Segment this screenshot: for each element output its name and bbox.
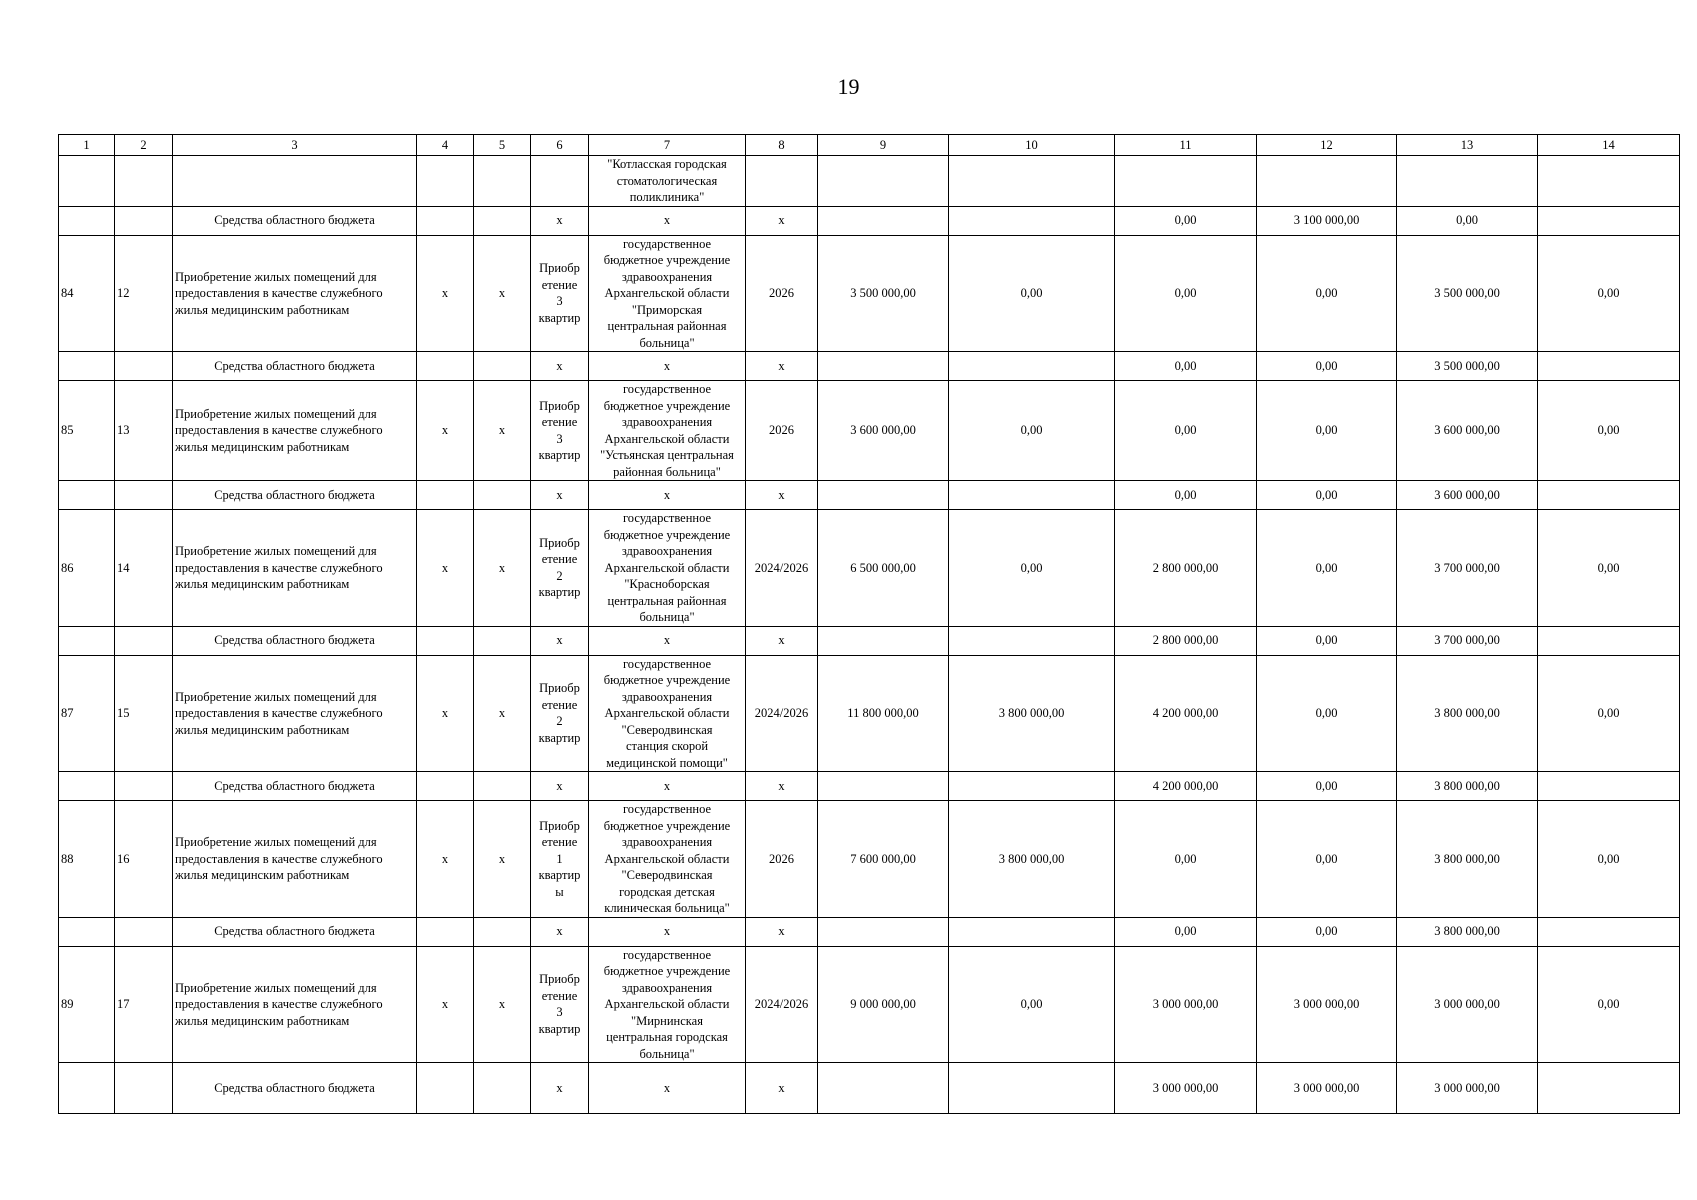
result-line: етение [541, 552, 578, 567]
institution-cell [589, 235, 746, 352]
institution-line: государственное [622, 947, 712, 962]
result-cell [531, 510, 589, 627]
cell-col12: 0,00 [1257, 626, 1397, 655]
cell-col7: х [589, 1063, 746, 1114]
cell-col8: х [746, 772, 818, 801]
cell-col9: 6 500 000,00 [818, 510, 949, 627]
institution-line: "Северодвинская [621, 868, 713, 882]
funding-source-label: Средства областного бюджета [173, 917, 417, 946]
institution-line: центральная районная [607, 593, 727, 608]
cell-col8: х [746, 206, 818, 235]
column-number: 8 [746, 135, 818, 156]
table-row [59, 381, 1680, 481]
cell-col4: х [417, 801, 474, 918]
institution-line: Архангельской области [604, 560, 730, 575]
result-line: 1 [556, 851, 563, 866]
institution-line: Архангельской области [604, 997, 730, 1011]
cell-col6: х [531, 206, 589, 235]
institution-line: клиническая больница" [604, 901, 730, 915]
column-number: 2 [115, 135, 173, 156]
institution-line: бюджетное учреждение [603, 398, 731, 413]
institution-line: государственное [622, 236, 712, 251]
cell-col13: 3 800 000,00 [1397, 801, 1538, 918]
row-number: 84 [59, 235, 115, 352]
result-line: квартир [538, 1021, 581, 1036]
column-number: 13 [1397, 135, 1538, 156]
cell-col10: 0,00 [949, 235, 1115, 352]
table-row [59, 235, 1680, 352]
funding-source-label: Средства областного бюджета [173, 481, 417, 510]
cell-col14: 0,00 [1538, 235, 1680, 352]
result-line: етение [541, 277, 578, 292]
cell-col13: 3 500 000,00 [1397, 235, 1538, 352]
cell-col4: х [417, 235, 474, 352]
institution-line: государственное [622, 382, 712, 396]
cell-col13: 3 500 000,00 [1397, 352, 1538, 381]
column-number: 14 [1538, 135, 1680, 156]
column-number: 6 [531, 135, 589, 156]
cell-col13: 3 600 000,00 [1397, 381, 1538, 481]
funding-source-label: Средства областного бюджета [173, 1063, 417, 1114]
cell-col10: 0,00 [949, 510, 1115, 627]
institution-line: бюджетное учреждение [603, 964, 731, 978]
column-number: 4 [417, 135, 474, 156]
cell-col13: 3 700 000,00 [1397, 510, 1538, 627]
cell-col12: 0,00 [1257, 510, 1397, 627]
institution-line: бюджетное учреждение [603, 818, 731, 833]
cell-col4: х [417, 381, 474, 481]
cell-col8: 2024/2026 [746, 655, 818, 772]
cell-col6: х [531, 772, 589, 801]
institution-line: здравоохранения [621, 980, 713, 995]
item-name: Приобретение жилых помещений для предоставления в качестве служебного жилья медицинским работникам [173, 801, 417, 918]
table-row [59, 655, 1680, 772]
cell-col11: 3 000 000,00 [1115, 1063, 1257, 1114]
result-line: Приобр [539, 972, 580, 987]
institution-cell [589, 510, 746, 627]
funding-source-label: Средства областного бюджета [173, 772, 417, 801]
row-number: 85 [59, 381, 115, 481]
cell-col11: 4 200 000,00 [1115, 655, 1257, 772]
institution-line: станция скорой [625, 739, 709, 753]
row-number: 88 [59, 801, 115, 918]
table-row [59, 946, 1680, 1063]
cell-col5: х [474, 381, 531, 481]
item-number: 16 [115, 801, 173, 918]
cell-col10: 0,00 [949, 946, 1115, 1063]
cell-col9: 11 800 000,00 [818, 655, 949, 772]
cell-col13: 3 800 000,00 [1397, 772, 1538, 801]
cell-col8: 2026 [746, 801, 818, 918]
institution-line: больница" [639, 335, 695, 350]
funding-source-row [59, 206, 1680, 235]
result-cell [531, 655, 589, 772]
institution-line: государственное [622, 511, 712, 525]
institution-line: больница" [639, 1046, 695, 1061]
cell-col12: 0,00 [1257, 801, 1397, 918]
cell-col6: х [531, 352, 589, 381]
funding-source-label: Средства областного бюджета [173, 626, 417, 655]
cell-col11: 0,00 [1115, 801, 1257, 918]
result-cell [531, 381, 589, 481]
item-number: 12 [115, 235, 173, 352]
institution-line: здравоохранения [621, 544, 713, 558]
institution-line: бюджетное учреждение [603, 673, 731, 687]
cell-col12: 0,00 [1257, 655, 1397, 772]
cell-col10: 3 800 000,00 [949, 801, 1115, 918]
institution-line: здравоохранения [621, 269, 713, 284]
cell-col4: х [417, 655, 474, 772]
cell-col8: 2026 [746, 235, 818, 352]
cell-col11: 0,00 [1115, 381, 1257, 481]
column-number: 1 [59, 135, 115, 156]
institution-line: стоматологическая [616, 173, 718, 188]
item-number: 17 [115, 946, 173, 1063]
cell-col12: 3 000 000,00 [1257, 946, 1397, 1063]
cell-col12: 3 100 000,00 [1257, 206, 1397, 235]
cell-col5: х [474, 510, 531, 627]
table-row [59, 510, 1680, 627]
funding-source-row [59, 626, 1680, 655]
institution-line: "Северодвинская [621, 722, 713, 737]
result-line: квартир [538, 730, 581, 745]
cell-col6: х [531, 626, 589, 655]
cell-col7: х [589, 352, 746, 381]
result-line: квартир [538, 310, 581, 325]
funding-source-label: Средства областного бюджета [173, 206, 417, 235]
cell-col7: х [589, 772, 746, 801]
column-number: 3 [173, 135, 417, 156]
cell-col11: 2 800 000,00 [1115, 626, 1257, 655]
institution-line: "Красноборская [624, 577, 710, 591]
cell-col11: 0,00 [1115, 917, 1257, 946]
funding-source-row [59, 772, 1680, 801]
result-line: 2 [556, 568, 563, 583]
institution-cell [589, 946, 746, 1063]
result-line: 3 [556, 1005, 563, 1020]
column-number-row [59, 135, 1680, 156]
cell-col9: 3 600 000,00 [818, 381, 949, 481]
cell-col12: 0,00 [1257, 381, 1397, 481]
cell-col11: 2 800 000,00 [1115, 510, 1257, 627]
cell-col12: 0,00 [1257, 235, 1397, 352]
item-name: Приобретение жилых помещений для предоставления в качестве служебного жилья медицинским работникам [173, 510, 417, 627]
cell-col14: 0,00 [1538, 510, 1680, 627]
cell-col12: 0,00 [1257, 772, 1397, 801]
cell-col7: х [589, 917, 746, 946]
funding-source-row [59, 352, 1680, 381]
cell-col9: 3 500 000,00 [818, 235, 949, 352]
institution-line: государственное [622, 656, 712, 671]
cell-col4: х [417, 510, 474, 627]
institution-cell [589, 156, 746, 207]
result-line: етение [541, 835, 578, 849]
item-name: Приобретение жилых помещений для предоставления в качестве служебного жилья медицинским работникам [173, 946, 417, 1063]
cell-col8: х [746, 352, 818, 381]
institution-line: Архангельской области [604, 431, 730, 446]
funding-source-row [59, 917, 1680, 946]
institution-line: государственное [622, 802, 712, 816]
cell-col6: х [531, 1063, 589, 1114]
cell-col12: 0,00 [1257, 352, 1397, 381]
item-name: Приобретение жилых помещений для предоставления в качестве служебного жилья медицинским работникам [173, 381, 417, 481]
result-line: Приобр [539, 261, 580, 276]
cell-col14: 0,00 [1538, 655, 1680, 772]
institution-line: больница" [639, 610, 695, 624]
funding-source-row [59, 481, 1680, 510]
cell-col11: 0,00 [1115, 352, 1257, 381]
institution-line: здравоохранения [621, 835, 713, 849]
cell-col8: х [746, 917, 818, 946]
row-number: 87 [59, 655, 115, 772]
row-number: 89 [59, 946, 115, 1063]
cell-col13: 0,00 [1397, 206, 1538, 235]
cell-col12: 0,00 [1257, 917, 1397, 946]
cell-col6: х [531, 917, 589, 946]
cell-col12: 3 000 000,00 [1257, 1063, 1397, 1114]
result-line: 3 [556, 294, 563, 309]
cell-col13: 3 600 000,00 [1397, 481, 1538, 510]
result-line: Приобр [539, 818, 580, 833]
cell-col5: х [474, 946, 531, 1063]
institution-line: поликлиника" [629, 190, 705, 204]
cell-col10: 3 800 000,00 [949, 655, 1115, 772]
cell-col13: 3 800 000,00 [1397, 655, 1538, 772]
institution-line: бюджетное учреждение [603, 253, 731, 267]
institution-line: здравоохранения [621, 415, 713, 429]
result-line: 3 [556, 431, 563, 446]
result-line: етение [541, 697, 578, 712]
result-line: Приобр [539, 398, 580, 413]
cell-col8: х [746, 1063, 818, 1114]
result-line: етение [541, 415, 578, 429]
result-line: ы [555, 884, 564, 899]
institution-line: Архангельской области [604, 851, 730, 866]
institution-line: районная больница" [613, 464, 721, 479]
budget-table [58, 134, 1680, 1114]
institution-line: Архангельской области [604, 286, 730, 300]
cell-col8: 2024/2026 [746, 510, 818, 627]
cell-col10: 0,00 [949, 381, 1115, 481]
cell-col8: х [746, 626, 818, 655]
cell-col8: х [746, 481, 818, 510]
item-number: 14 [115, 510, 173, 627]
row-number: 86 [59, 510, 115, 627]
funding-source-label: Средства областного бюджета [173, 352, 417, 381]
page-number: 19 [837, 74, 860, 99]
table-row [59, 801, 1680, 918]
institution-line: "Мирнинская [631, 1013, 703, 1028]
cell-col13: 3 000 000,00 [1397, 1063, 1538, 1114]
cell-col4: х [417, 946, 474, 1063]
institution-line: бюджетное учреждение [603, 527, 731, 542]
cell-col11: 0,00 [1115, 481, 1257, 510]
cell-col7: х [589, 626, 746, 655]
cell-col14: 0,00 [1538, 381, 1680, 481]
cell-col11: 4 200 000,00 [1115, 772, 1257, 801]
cell-col6: х [531, 481, 589, 510]
cell-col12: 0,00 [1257, 481, 1397, 510]
result-cell [531, 801, 589, 918]
institution-cell [589, 655, 746, 772]
institution-line: здравоохранения [621, 689, 713, 704]
result-line: квартир [538, 585, 581, 600]
institution-cell [589, 801, 746, 918]
cell-col11: 0,00 [1115, 206, 1257, 235]
result-line: Приобр [539, 535, 580, 550]
cell-col13: 3 700 000,00 [1397, 626, 1538, 655]
item-name: Приобретение жилых помещений для предоставления в качестве служебного жилья медицинским работникам [173, 655, 417, 772]
cell-col5: х [474, 801, 531, 918]
result-cell [531, 235, 589, 352]
funding-source-row [59, 1063, 1680, 1114]
continuation-row [59, 156, 1680, 207]
item-number: 15 [115, 655, 173, 772]
cell-col9: 9 000 000,00 [818, 946, 949, 1063]
result-line: етение [541, 988, 578, 1003]
institution-line: центральная городская [606, 1030, 728, 1044]
column-number: 12 [1257, 135, 1397, 156]
institution-line: центральная районная [607, 319, 727, 333]
result-line: квартир [538, 448, 581, 462]
cell-col9: 7 600 000,00 [818, 801, 949, 918]
column-number: 9 [818, 135, 949, 156]
cell-col5: х [474, 235, 531, 352]
institution-line: медицинской помощи" [606, 755, 728, 770]
item-number: 13 [115, 381, 173, 481]
item-name: Приобретение жилых помещений для предоставления в качестве служебного жилья медицинским работникам [173, 235, 417, 352]
institution-cell [589, 381, 746, 481]
cell-col14: 0,00 [1538, 946, 1680, 1063]
cell-col11: 3 000 000,00 [1115, 946, 1257, 1063]
column-number: 7 [589, 135, 746, 156]
institution-line: "Приморская [631, 302, 703, 317]
column-number: 11 [1115, 135, 1257, 156]
cell-col8: 2026 [746, 381, 818, 481]
cell-col7: х [589, 481, 746, 510]
institution-line: "Котласская городская [607, 157, 727, 171]
cell-col11: 0,00 [1115, 235, 1257, 352]
result-cell [531, 946, 589, 1063]
institution-line: Архангельской области [604, 706, 730, 720]
column-number: 10 [949, 135, 1115, 156]
column-number: 5 [474, 135, 531, 156]
result-line: 2 [556, 714, 563, 729]
cell-col7: х [589, 206, 746, 235]
cell-col5: х [474, 655, 531, 772]
institution-line: "Устьянская центральная [600, 448, 734, 462]
result-line: квартир [538, 868, 581, 882]
result-line: Приобр [539, 681, 580, 696]
institution-line: городская детская [619, 884, 715, 899]
cell-col13: 3 000 000,00 [1397, 946, 1538, 1063]
cell-col13: 3 800 000,00 [1397, 917, 1538, 946]
cell-col8: 2024/2026 [746, 946, 818, 1063]
cell-col14: 0,00 [1538, 801, 1680, 918]
